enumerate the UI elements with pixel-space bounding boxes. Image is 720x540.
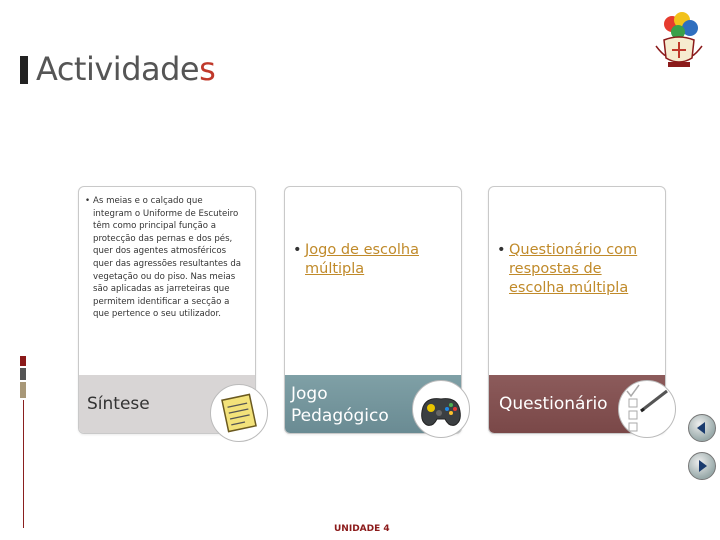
card-jogo-body xyxy=(285,187,461,373)
page-title-main: Actividade xyxy=(36,50,200,88)
arrow-left-icon xyxy=(689,415,715,441)
description-content: As meias e o calçado que integram o Uniforme de Escuteiro têm como principal função a protecção das pernas e dos pés, quer dos agentes atmosféricos quer das agressões resultantes da vegetação ou do piso. Nas meias são aplicadas as jarreteiras que permitem identificar a secção a que pertence o seu utilizador. xyxy=(93,196,242,320)
back-button[interactable] xyxy=(688,414,716,442)
side-bar-grey xyxy=(20,368,26,380)
arrow-right-icon xyxy=(689,453,715,479)
bullet-dot: • xyxy=(293,242,302,258)
bullet-dot: • xyxy=(497,242,506,258)
notepad-icon-circle[interactable] xyxy=(210,384,268,442)
side-bar-tan xyxy=(20,382,26,398)
notepad-icon xyxy=(211,385,267,441)
side-bar-red xyxy=(20,356,26,366)
checklist-icon xyxy=(619,381,675,437)
card-sintese-body xyxy=(79,187,255,373)
unit-label: UNIDADE 4 xyxy=(334,524,390,534)
page-title-accent: s xyxy=(199,50,216,88)
jogo-label: Jogo Pedagógico xyxy=(291,384,389,426)
scout-emblem-logo xyxy=(646,6,712,72)
card-questionario-body xyxy=(489,187,665,373)
page-title xyxy=(36,50,215,88)
bullet-dot: • xyxy=(85,196,91,206)
gamepad-icon-circle[interactable] xyxy=(412,380,470,438)
sintese-label: Síntese xyxy=(87,394,150,414)
forward-button[interactable] xyxy=(688,452,716,480)
jogo-link-text[interactable]: Jogo de escolha múltipla xyxy=(305,242,419,277)
side-decoration xyxy=(20,356,26,400)
jogo-link[interactable] xyxy=(293,241,441,279)
side-line xyxy=(23,400,24,528)
description-text xyxy=(85,195,243,321)
gamepad-icon xyxy=(413,381,469,437)
questionario-link[interactable] xyxy=(497,241,651,298)
checklist-icon-circle[interactable] xyxy=(618,380,676,438)
title-marker xyxy=(20,56,28,84)
questionario-label: Questionário xyxy=(499,394,608,414)
questionario-link-text[interactable]: Questionário com respostas de escolha múltipla xyxy=(509,242,638,296)
